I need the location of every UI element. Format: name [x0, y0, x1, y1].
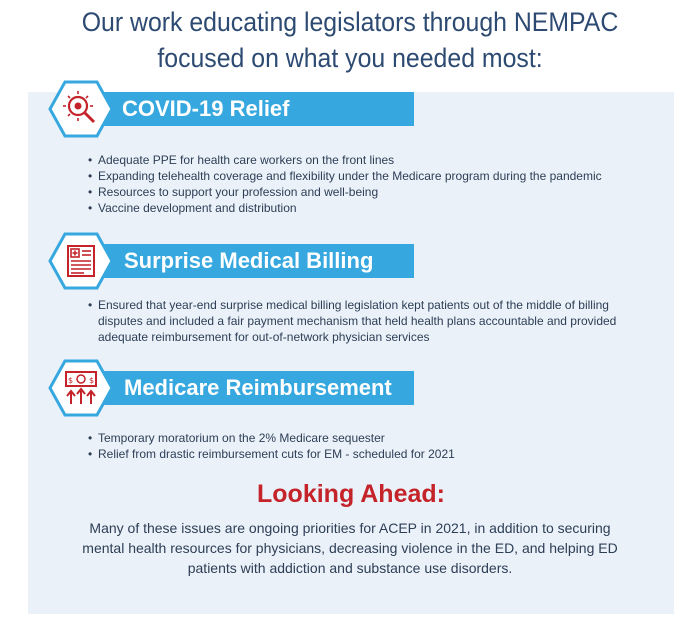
- list-item: • Relief from drastic reimbursement cuts for EM - scheduled for 2021: [88, 446, 648, 462]
- virus-magnifier-icon: [48, 80, 114, 138]
- billing-bullets: [88, 297, 648, 345]
- list-item: • Adequate PPE for health care workers on the front lines: [88, 152, 648, 168]
- list-item: • Ensured that year-end surprise medical billing legislation kept patients out of the middle of billing disputes and included a fair payment mechanism that held health plans accountable and provided adequate reimbursement for out-of-network physician services: [88, 297, 648, 345]
- looking-ahead-title: Looking Ahead:: [257, 480, 445, 508]
- billing-section-title: Surprise Medical Billing: [124, 248, 374, 273]
- medicare-banner: [92, 371, 414, 405]
- billing-banner: [92, 244, 414, 278]
- medicare-bullets: [88, 430, 648, 462]
- money-arrows-icon: [48, 359, 114, 417]
- list-item: • Vaccine development and distribution: [88, 200, 648, 216]
- list-item: • Expanding telehealth coverage and flexibility under the Medicare program during the pandemic: [88, 168, 648, 184]
- list-item: • Temporary moratorium on the 2% Medicare sequester: [88, 430, 648, 446]
- page-title: [28, 4, 672, 76]
- covid-bullets: [88, 152, 648, 216]
- covid-section-title: COVID-19 Relief: [122, 96, 290, 121]
- svg-text:$: $: [89, 376, 95, 385]
- medicare-section-title: Medicare Reimbursement: [124, 375, 392, 400]
- list-item: • Resources to support your profession and well-being: [88, 184, 648, 200]
- title-line-2: focused on what you needed most:: [157, 43, 543, 73]
- medical-bill-icon: [48, 232, 114, 290]
- looking-ahead-body: Many of these issues are ongoing priorities for ACEP in 2021, in addition to securing mental health resources for physicians, decreasing violence in the ED, and helping ED patients with addiction and substance use disorders.: [82, 520, 618, 576]
- title-line-1: Our work educating legislators through NEMPAC: [81, 7, 619, 37]
- svg-text:$: $: [68, 376, 74, 385]
- covid-banner: [92, 92, 414, 126]
